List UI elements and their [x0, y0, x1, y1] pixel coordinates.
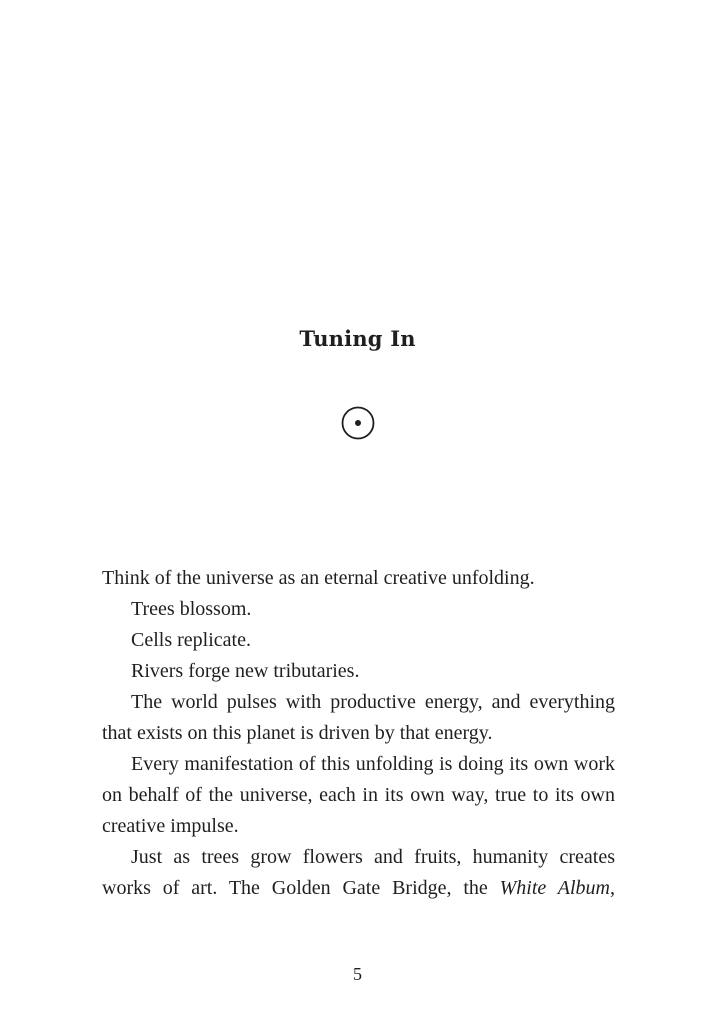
- paragraph: Trees blossom.: [131, 598, 252, 620]
- paragraph-continued: [102, 842, 615, 904]
- paragraph-text: Just as trees grow flowers and fruits, humanity creates works of art. The Golden Gate Bridge, the: [102, 846, 615, 899]
- chapter-title: Tuning In: [299, 326, 416, 351]
- paragraph: Cells replicate.: [131, 629, 251, 651]
- album-title: White Album: [499, 877, 610, 899]
- paragraph: The world pulses with productive energy, and everything that exists on this planet is driven by that energy.: [102, 691, 615, 744]
- paragraph: Every manifestation of this unfolding is doing its own work on behalf of the universe, each in its own way, true to its own creative impulse.: [102, 753, 615, 837]
- chapter-body: [102, 563, 615, 904]
- paragraph: Think of the universe as an eternal creative unfolding.: [102, 567, 535, 589]
- paragraph-punctuation: ,: [610, 877, 615, 899]
- paragraph: Rivers forge new tributaries.: [131, 660, 360, 682]
- circled-dot-icon: [341, 406, 375, 440]
- page-number: 5: [353, 964, 362, 984]
